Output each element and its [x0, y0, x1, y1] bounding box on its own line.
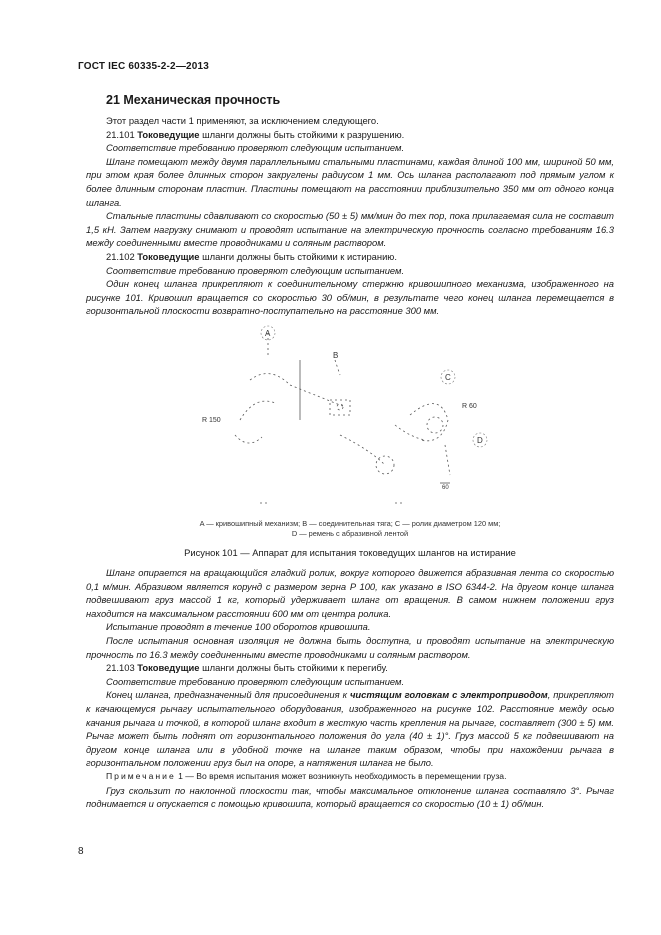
paragraph: Соответствие требованию проверяют следующим испытанием.	[106, 675, 405, 687]
clause-21-102	[86, 250, 614, 264]
bold-term: Токоведущие	[137, 250, 200, 262]
crank-arc	[240, 401, 275, 420]
figure-caption: Рисунок 101 — Аппарат для испытания токоведущих шлангов на истирание	[184, 547, 516, 558]
crank-arc	[235, 435, 262, 443]
weight-line	[445, 445, 450, 475]
belt-line	[340, 435, 385, 465]
section-title: 21 Механическая прочность	[106, 93, 281, 107]
note-label: Примечание	[106, 770, 176, 781]
roller-centre	[427, 417, 443, 433]
legend-line: D — ремень с абразивной лентой	[291, 529, 409, 538]
clause-text: шланги должны быть стойкими к перегибу.	[199, 662, 388, 674]
text-block-top	[86, 114, 614, 318]
clause-21-101	[86, 128, 614, 142]
clause-21-103	[86, 661, 614, 675]
label-c: C	[445, 373, 451, 382]
paragraph-start: Конец шланга, предназначенный для присоединения к	[106, 689, 350, 701]
label-a: A	[265, 329, 271, 338]
paragraph	[86, 688, 614, 770]
paragraph: Соответствие требованию проверяют следующим испытанием.	[106, 264, 405, 276]
paragraph: Испытание проводят в течение 100 оборотов кривошипа.	[106, 621, 371, 633]
pivot	[337, 404, 343, 410]
hose-line	[395, 425, 425, 440]
belt-pulley	[376, 456, 394, 474]
document-header: ГОСТ IEC 60335-2-2—2013	[78, 61, 210, 72]
clause-number: 21.101	[106, 128, 138, 140]
paragraph: Шланг опирается на вращающийся гладкий ролик, вокруг которого движется абразивная лента со скоростью 0,1 м/мин. Абразивом является корунд с размером зерна P 100, как указано в ISO 6344-2. На другом конце шланга подвешивают груз массой 1 кг, который удерживает шланг от вращения. В самом нижнем положении груз находится на максимальном расстоянии 600 мм от центра ролика.	[86, 567, 614, 619]
clause-number: 21.103	[106, 662, 138, 674]
crank-arc	[250, 374, 290, 385]
paragraph-rest: , прикрепляют к качающемуся рычагу испытательного оборудования, изображенного на рисунке 102. Расстояние между осью качания рычага и точкой, в которой шланг входит в жесткую часть крепления на рычаге, составляет (300 ± 5) мм. Рычаг может быть поднят от горизонтального положения до угла (40 ± 1)°. Груз массой 5 кг подвешивают на другом конце шланга или в удобной точке на шланге таким образом, чтобы при нахождении рычага в горизонтальном положении груз был на опоре, а натяжения шланга не было.	[86, 689, 614, 769]
label-d: D	[477, 436, 483, 445]
figure-legend	[86, 519, 614, 539]
bold-term: Токоведущие	[137, 662, 200, 674]
figure-101	[180, 325, 510, 515]
note-text: 1 — Во время испытания может возникнуть необходимость в перемещении груза.	[175, 770, 507, 781]
label-dimension: 60	[442, 485, 449, 491]
leader-line	[335, 360, 340, 375]
paragraph: Стальные пластины сдавливают со скоростью (50 ± 5) мм/мин до тех пор, пока прилагаемая сила не составит 1,5 кН. Затем нагрузку снимают и проводят испытание на электрическую прочность согласно требованиям 16.3 между соединенными вместе проводниками и соляным раствором.	[86, 210, 614, 249]
legend-line: A — кривошипный механизм; B — соединительная тяга; C — ролик диаметром 120 мм;	[199, 519, 501, 528]
paragraph: Один конец шланга прикрепляют к соединительному стержню кривошипного механизма, изображенного на рисунке 101. Кривошип вращается со скоростью 30 об/мин, в результате чего конец шланга перемещается в горизонтальной плоскости возвратно-поступательно на расстояние 300 мм.	[86, 278, 614, 317]
bold-term: Токоведущие	[137, 128, 200, 140]
note	[86, 770, 614, 784]
clause-number: 21.102	[106, 250, 138, 262]
figure-101-drawing	[180, 325, 510, 515]
clause-text: шланги должны быть стойкими к разрушению.	[199, 128, 405, 140]
paragraph: Груз скользит по наклонной плоскости так, чтобы максимальное отклонение шланга составляло 3°. Рычаг поднимается и опускается с помощью кривошипа, который вращается со скоростью (10 ± 1) об/мин.	[86, 784, 614, 810]
paragraph: Шланг помещают между двумя параллельными стальными пластинами, каждая длиной 100 мм, шириной 50 мм, при этом края более длинных сторон закруглены радиусом 1 мм. Ось шланга располагают под прямым углом к более длинным сторонам пластин. Пластины помещают на расстоянии приблизительно 350 мм от одного конца шланга.	[86, 155, 614, 208]
page-number: 8	[78, 846, 84, 857]
paragraph: Этот раздел части 1 применяют, за исключением следующего.	[106, 115, 379, 126]
roller-outline	[410, 404, 448, 441]
text-block-bottom	[86, 566, 614, 811]
paragraph: После испытания основная изоляция не должна быть доступна, и проводят испытание на электрическую прочность по 16.3 между соединенными вместе проводниками и соляным раствором.	[86, 634, 614, 660]
label-r60: R 60	[462, 403, 477, 410]
paragraph: Соответствие требованию проверяют следующим испытанием.	[106, 142, 405, 154]
bold-term: чистящим головкам с электроприводом	[349, 689, 548, 701]
connecting-rod	[290, 385, 345, 407]
label-r150: R 150	[202, 417, 221, 424]
clause-text: шланги должны быть стойкими к истиранию.	[199, 250, 397, 262]
label-b: B	[333, 351, 339, 360]
